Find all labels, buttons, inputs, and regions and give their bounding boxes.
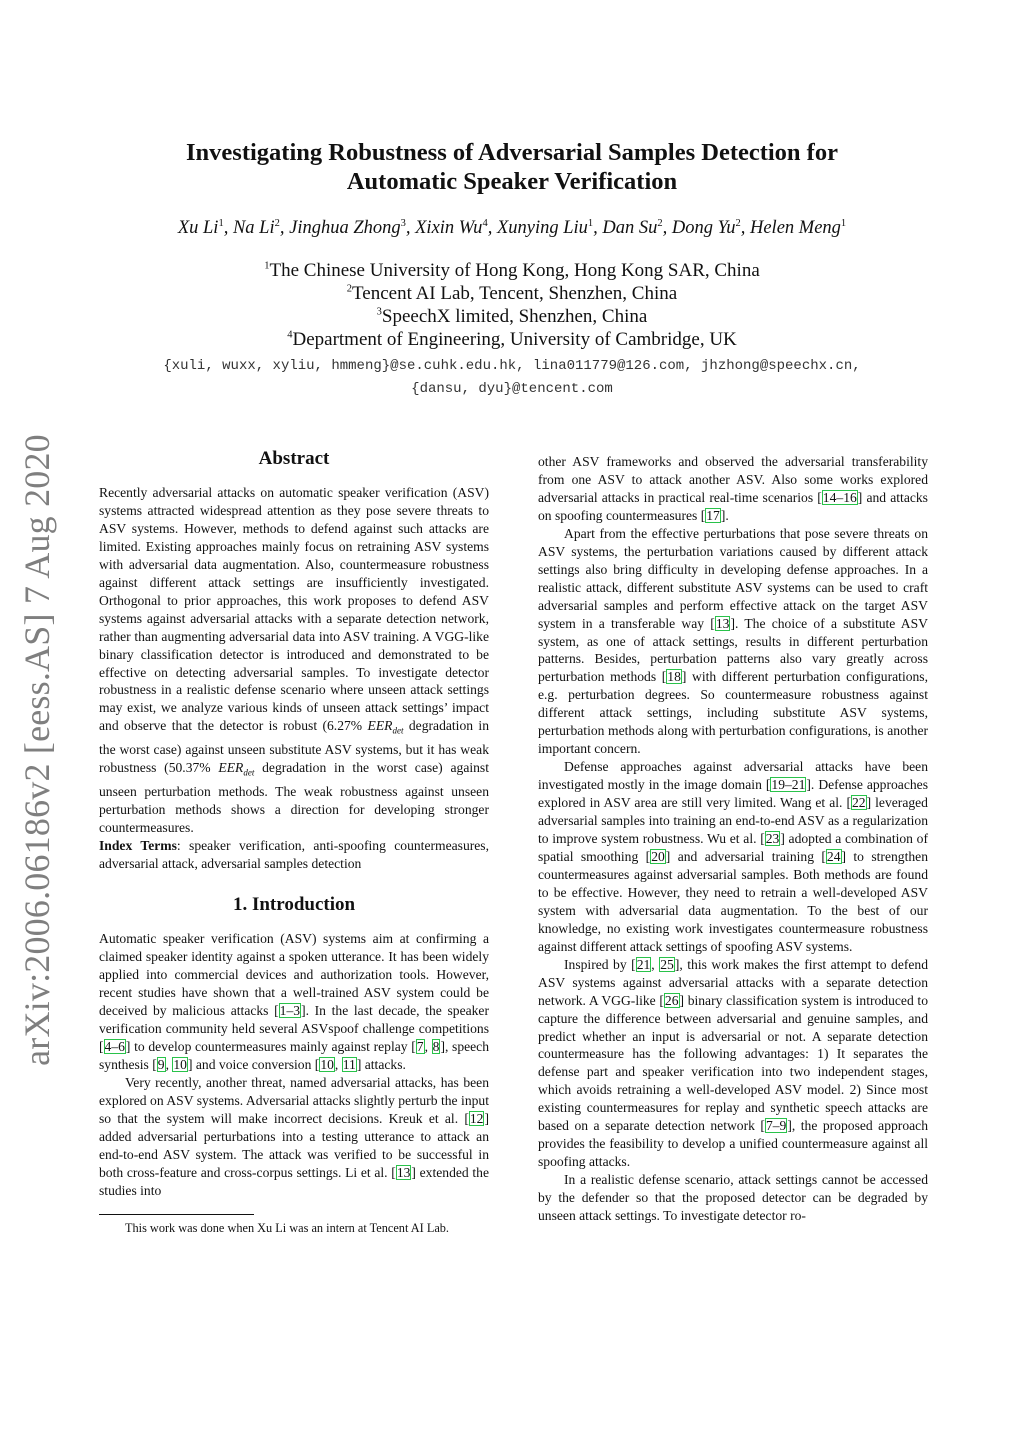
email-line-1: {xuli, wuxx, xyliu, hmmeng}@se.cuhk.edu.hk, lina011779@126.com, jhzhong@speechx.cn, xyxy=(163,358,861,374)
affiliation-line xyxy=(100,282,924,305)
eer-det-symbol xyxy=(218,760,255,778)
citation-link[interactable]: 8 xyxy=(432,1039,440,1055)
eer-det-base: EER xyxy=(218,760,244,776)
paragraph-text: Automatic speaker verification (ASV) systems aim at confirming a claimed speaker identity against a spoken utterance. It has been widely applied into commercial devices and authorization tools. However, recent studies have shown that a well-trained ASV system could be deceived by malicious attacks xyxy=(99,931,489,1019)
paper-title xyxy=(120,138,904,196)
paragraph-text: ] attacks. xyxy=(356,1057,406,1073)
citation-link[interactable]: 14–16 xyxy=(822,489,857,505)
paragraph-text: ]. Defense approaches explored in ASV area are still very limited. Wang et al. [ xyxy=(538,777,928,811)
paragraph-text: ] with different perturbation configurations, e.g. perturbation degrees. So countermeasure robustness against different attack settings, including substitute ASV systems, perturbation methods along with perturbation configurations, is another important concern. xyxy=(538,669,929,757)
paragraph-text: ]. In the last decade, the speaker verification community held several ASVspoof challenge competitions [ xyxy=(99,1003,489,1055)
affiliation-text: The Chinese University of Hong Kong, Hong Kong SAR, China xyxy=(269,260,760,281)
paragraph-text: , xyxy=(651,956,660,972)
affiliation-text: Tencent AI Lab, Tencent, Shenzhen, China xyxy=(352,283,678,304)
author-separator: , xyxy=(740,218,750,238)
paragraph-text: ] binary classification system is introduced to capture the difference between adversarial and genuine samples, and predict whether an input is adversarial or not. A separate detection countermeasure has the following advantages: 1) It separates the defense part and speaker verification into two independent stages, which avoids retraining a well-developed ASV model. 2) Since most existing countermeasures for replay and synthetic speech attacks are based on a separate detection network [ xyxy=(538,992,928,1134)
paragraph-text: Apart from the effective perturbations that pose severe threats on ASV systems, the perturbation variations caused by different attack settings also bring difficulty in developing defense approaches. In a realistic attack, different substitute ASV systems can be used to craft adversarial samples and perform effective attack on the target ASV system in a transferable way [ xyxy=(538,525,928,631)
abstract-body xyxy=(99,484,489,837)
author-separator: , xyxy=(279,218,290,238)
paragraph-text: ], speech synthesis [ xyxy=(99,1039,490,1073)
author-separator: , xyxy=(223,218,233,238)
paragraph-text: ] extended the studies into xyxy=(99,1164,489,1198)
footnote-rule xyxy=(99,1214,254,1215)
author-separator: , xyxy=(593,218,603,238)
email-block xyxy=(80,355,944,401)
paper-title-line-1: Investigating Robustness of Adversarial Samples Detection for xyxy=(186,139,838,166)
citation-link[interactable]: 24 xyxy=(826,848,841,864)
citation-link[interactable]: 9 xyxy=(157,1057,165,1073)
eer-det-base: EER xyxy=(367,718,393,734)
affiliation-line xyxy=(100,328,924,351)
author-affiliation-mark: 4 xyxy=(482,217,488,229)
author-separator: , xyxy=(405,218,416,238)
citation-link[interactable]: 4–6 xyxy=(104,1039,125,1055)
author-name: Dong Yu xyxy=(671,218,736,238)
left-column xyxy=(99,448,489,1236)
abstract-text-1: Recently adversarial attacks on automatic speaker verification (ASV) systems attracted widespread attention as they pose severe threats to ASV systems. However, methods to defend against such attacks are limited. Existing approaches mainly focus on retraining ASV systems with adversarial data augmentation. Also, countermeasure robustness against different attack settings are insufficiently investigated. Orthogonal to prior approaches, this work proposes to defend ASV systems against adversarial attacks with a separate detection network, rather than augmenting adversarial data into ASV training. A VGG-like binary classification detector is introduced and demonstrated to be effective on detecting adversarial samples. To investigate detector robustness in a realistic defense scenario where unseen attack settings may exist, we analyze various kinds of unseen attack settings’ impact and observe that the detector is robust (6.27% xyxy=(99,485,489,734)
author-name: Xixin Wu xyxy=(415,218,483,238)
abstract-text-2: degradation in the worst case) against unseen substitute ASV systems, but it has weak robustness (50.37% xyxy=(99,718,490,776)
affiliation-line xyxy=(100,305,924,328)
right-paragraph-2 xyxy=(538,758,928,955)
right-paragraph-0 xyxy=(538,453,928,525)
affiliation-number: 3 xyxy=(376,306,382,318)
index-terms-text: : speaker verification, anti-spoofing countermeasures, adversarial attack, adversarial samples detection xyxy=(99,837,489,871)
footnote: This work was done when Xu Li was an intern at Tencent AI Lab. xyxy=(125,1220,450,1235)
citation-link[interactable]: 21 xyxy=(636,956,651,972)
author-affiliation-mark: 1 xyxy=(587,217,594,229)
affiliation-text: SpeechX limited, Shenzhen, China xyxy=(381,306,648,327)
citation-link[interactable]: 7 xyxy=(416,1039,424,1055)
paragraph-text: ]. xyxy=(720,507,729,523)
index-terms-label: Index Terms xyxy=(99,837,177,853)
author-separator: , xyxy=(487,218,497,238)
citation-link[interactable]: 10 xyxy=(173,1057,187,1073)
citation-link[interactable]: 25 xyxy=(660,956,674,972)
citation-link[interactable]: 10 xyxy=(320,1057,334,1073)
index-terms xyxy=(99,837,489,873)
abstract-text-3: degradation in the worst case) against unseen perturbation methods. The weak robustness against unseen perturbation methods shows a direction for developing stronger countermeasures. xyxy=(99,760,489,835)
paragraph-text: , xyxy=(334,1057,342,1073)
author-name: Xu Li xyxy=(177,218,219,238)
paragraph-text: ], the proposed approach provides the feasibility to develop a unified countermeasure against all spoofing attacks. xyxy=(538,1118,928,1170)
paragraph-text: ] added adversarial perturbations into a testing utterance to attack an end-to-end ASV system. The attack was verified to be successful in both cross-feature and cross-corpus settings. Li et al. [ xyxy=(99,1110,489,1180)
eer-det-sub: det xyxy=(243,767,255,778)
eer-det-sub: det xyxy=(392,726,404,737)
paragraph-text: ] adopted a combination of spatial smoothing [ xyxy=(538,831,929,864)
intro-paragraph-2 xyxy=(99,1074,489,1200)
right-paragraph-3 xyxy=(538,956,928,1171)
citation-link[interactable]: 13 xyxy=(396,1164,411,1180)
citation-link[interactable]: 19–21 xyxy=(771,777,806,793)
author-affiliation-mark: 3 xyxy=(400,217,406,229)
citation-link[interactable]: 18 xyxy=(667,669,681,685)
paper-title-line-2: Automatic Speaker Verification xyxy=(346,168,678,195)
arxiv-stamp-text: arXiv:2006.06186v2 [eess.AS] 7 Aug 2020 xyxy=(17,434,57,1066)
paragraph-text: ] leveraged adversarial samples into training an end-to-end ASV as a regularization to improve system robustness. Wu et al. [ xyxy=(538,795,928,847)
introduction-heading: 1. Introduction xyxy=(232,894,356,916)
paragraph-text: ] to develop countermeasures mainly against replay [ xyxy=(125,1039,416,1055)
right-column xyxy=(538,453,928,1225)
citation-link[interactable]: 23 xyxy=(765,831,780,847)
author-affiliation-mark: 1 xyxy=(218,217,224,229)
paragraph-text: ] and adversarial training [ xyxy=(665,848,826,864)
author-list xyxy=(100,218,924,239)
citation-link[interactable]: 12 xyxy=(469,1110,484,1126)
author-affiliation-mark: 1 xyxy=(840,217,847,229)
arxiv-stamp xyxy=(12,434,62,1066)
citation-link[interactable]: 1–3 xyxy=(279,1003,301,1019)
right-paragraph-4 xyxy=(538,1171,928,1225)
author-name: Jinghua Zhong xyxy=(289,218,401,238)
author-affiliation-mark: 2 xyxy=(657,217,663,229)
paragraph-text: ] to strengthen countermeasures against adversarial samples. Both methods are found to be effective. However, they need to retrain a well-developed ASV system with adversarial data augmentation. To the best of our knowledge, no existing work investigates countermeasure robustness against different attack settings of spoofing ASV systems. xyxy=(538,848,928,954)
citation-link[interactable]: 26 xyxy=(664,992,679,1008)
author-name: Dan Su xyxy=(602,218,658,238)
author-separator: , xyxy=(662,218,672,238)
affiliation-number: 4 xyxy=(287,329,293,341)
citation-link[interactable]: 17 xyxy=(706,507,720,523)
citation-link[interactable]: 13 xyxy=(715,615,730,631)
paragraph-text: ], this work makes the first attempt to defend ASV systems against adversarial attacks with a separate detection network. A VGG-like [ xyxy=(538,956,929,1008)
author-name: Na Li xyxy=(232,218,275,238)
citation-link[interactable]: 22 xyxy=(852,795,866,811)
paragraph-text: , xyxy=(165,1057,173,1073)
abstract-heading: Abstract xyxy=(258,448,330,469)
email-line-2: {dansu, dyu}@tencent.com xyxy=(411,381,613,397)
paragraph-text: , xyxy=(424,1039,432,1055)
paragraph-text: In a realistic defense scenario, attack settings cannot be accessed by the defender so that the proposed detector can be degraded by unseen attack settings. To investigate detector ro- xyxy=(538,1172,928,1224)
paragraph-text: Inspired by [ xyxy=(564,956,636,972)
paragraph-text: other ASV frameworks and observed the adversarial transferability from one ASV to attack another ASV. Also some works explored adversarial attacks in practical real-time scenarios [ xyxy=(538,454,928,505)
affiliation-number: 2 xyxy=(346,283,353,295)
affiliation-number: 1 xyxy=(264,260,270,272)
citation-link[interactable]: 11 xyxy=(342,1057,356,1073)
affiliation-text: Department of Engineering, University of Cambridge, UK xyxy=(292,329,737,350)
citation-link[interactable]: 7–9 xyxy=(765,1118,787,1134)
intro-paragraph-1: Automatic speaker verification (ASV) systems aim at confirming a claimed speaker identity against a spoken utterance. It has been widely applied into commercial devices and authorization tools. However, recent studies have shown that a well-trained ASV system could be deceived by malicious attacks [1–3]. In the last decade, the speaker verification community held several ASVspoof challenge competitions [4–6] to develop countermeasures mainly against replay [7, 8], speech synthesis [9, 10] and voice conversion [10, 11] attacks. xyxy=(99,931,490,1073)
citation-link[interactable]: 20 xyxy=(651,848,665,864)
author-affiliation-mark: 2 xyxy=(274,217,280,229)
paragraph-text: ] and attacks on spoofing countermeasures [ xyxy=(538,489,928,523)
paragraph-text: Defense approaches against adversarial attacks have been investigated mostly in the image domain [ xyxy=(538,759,928,793)
affiliation-list xyxy=(100,259,924,351)
author-name: Helen Meng xyxy=(749,218,841,238)
eer-det-symbol xyxy=(367,718,404,737)
paragraph-text: ]. The choice of a substitute ASV system, as one of attack settings, results in different perturbation patterns. Besides, perturbation patterns also vary greatly across perturbation methods [ xyxy=(538,615,929,685)
author-affiliation-mark: 2 xyxy=(735,217,741,229)
paragraph-text: ] and voice conversion [ xyxy=(187,1057,320,1073)
paragraph-text: Very recently, another threat, named adversarial attacks, has been explored on ASV systems. Adversarial attacks slightly perturb the input so that the system will make incorrect decisions. Kreuk et al. [ xyxy=(99,1075,489,1126)
affiliation-line xyxy=(100,259,924,282)
right-paragraph-1 xyxy=(538,525,928,758)
author-name: Xunying Liu xyxy=(496,218,588,238)
